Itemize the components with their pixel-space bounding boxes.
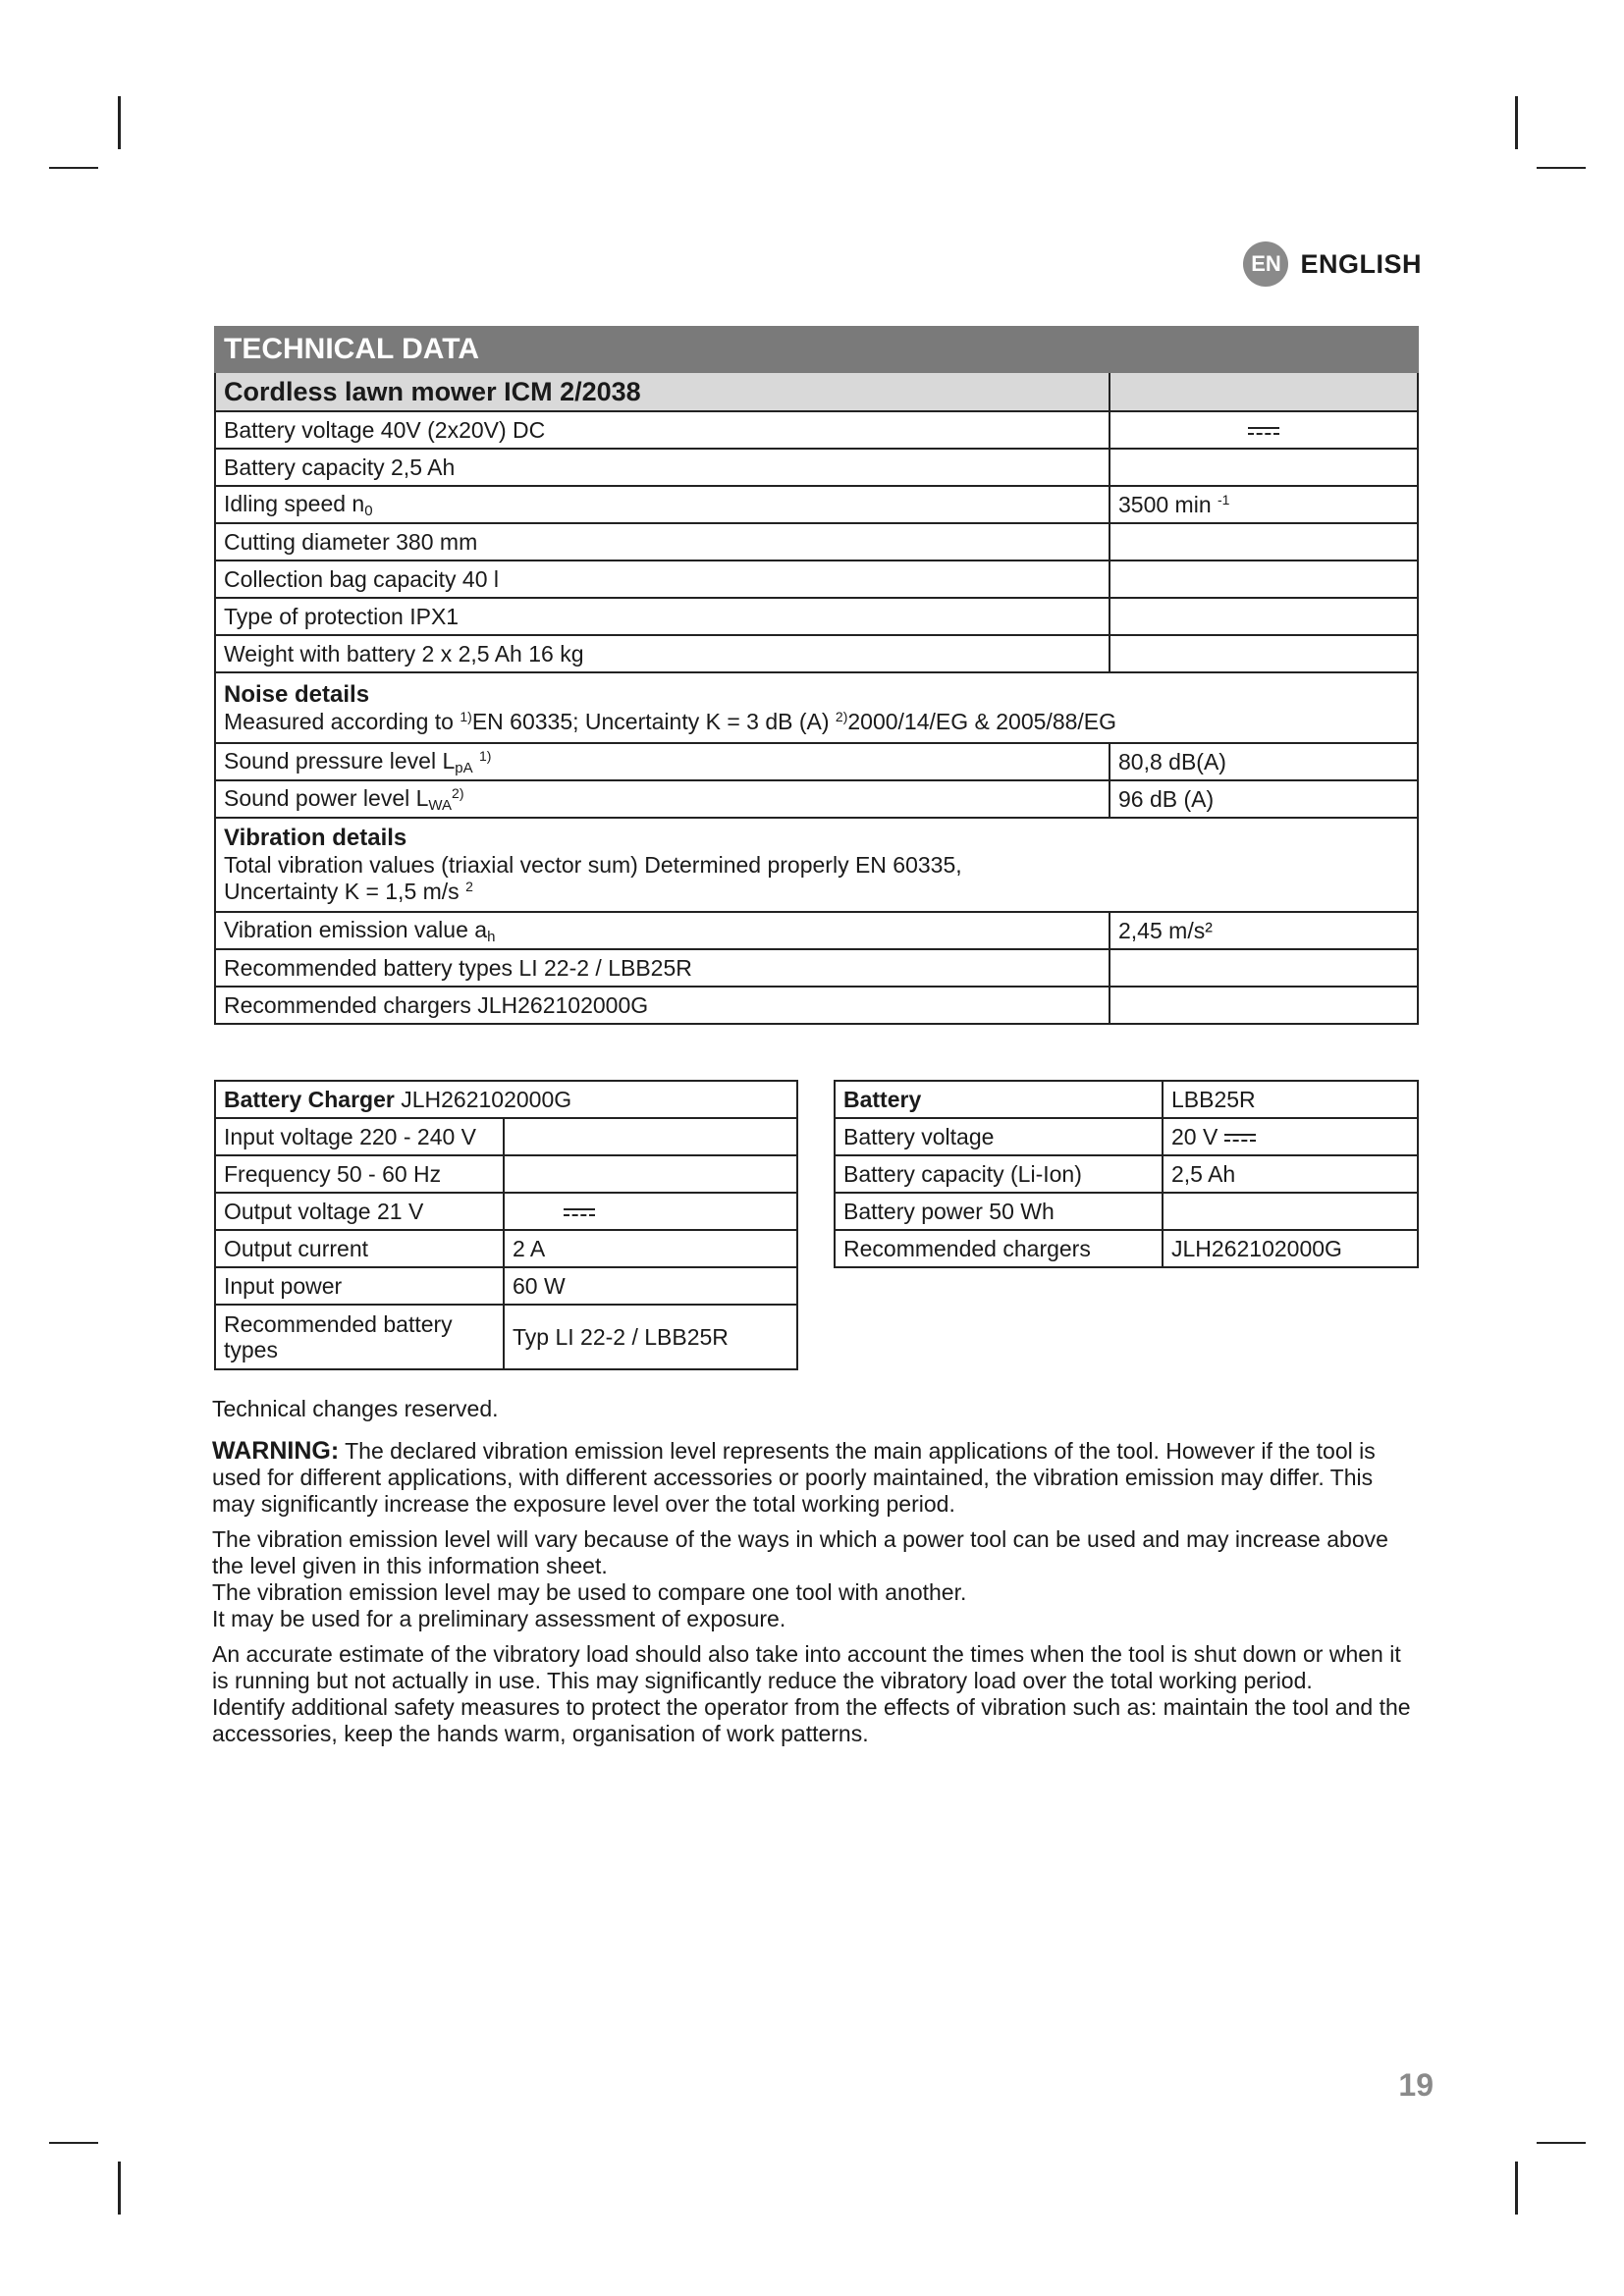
row-label: Frequency 50 - 60 Hz [215,1155,504,1193]
vibration-details-title: Vibration details [224,825,407,851]
row-label: Recommended battery types [215,1305,504,1369]
charger-header: Battery Charger JLH262102000G [215,1081,797,1118]
technical-changes-note: Technical changes reserved. [212,1396,499,1421]
crop-mark [49,167,98,169]
battery-header: Battery [835,1081,1163,1118]
table-row [835,1118,1418,1155]
table-row [215,987,1418,1024]
table-row [835,1230,1418,1267]
row-label: Sound power level $L_{WA}^{2)}$ [215,780,1110,818]
row-label: Output voltage 21 V [215,1193,504,1230]
crop-mark [49,2142,98,2144]
notes-section [212,1396,1420,1747]
battery-table [834,1080,1419,1268]
table-row [215,1193,797,1230]
table-row [835,1081,1418,1118]
product-model: Cordless lawn mower ICM 2/2038 [215,372,1110,411]
table-row [215,1155,797,1193]
row-value: 2 A [504,1230,797,1267]
table-row [215,1305,797,1369]
page-number: 19 [1398,2067,1434,2103]
row-label: Vibration emission value $a_h$ [215,912,1110,949]
row-label: Battery voltage 40V (2x20V) DC [215,411,1110,449]
table-row [215,780,1418,818]
table-row [215,1081,797,1118]
row-label: Recommended battery types LI 22-2 / LBB25R [215,949,1110,987]
row-value: 2,45 m/s² [1110,912,1418,949]
paragraph: The vibration emission level will vary because of the ways in which a power tool can be used and may increase above the level given in this information sheet. [212,1526,1388,1578]
table-row [835,1155,1418,1193]
row-label: Recommended chargers [835,1230,1163,1267]
technical-data-title: TECHNICAL DATA [215,327,1418,372]
table-row [215,486,1418,523]
table-row [215,449,1418,486]
row-label: Idling speed $n_0$ [215,486,1110,523]
vibration-details-text: Total vibration values (triaxial vector sum) Determined properly EN 60335, [224,852,962,878]
paragraph: Identify additional safety measures to protect the operator from the effects of vibration such as: maintain the tool and the accessories, keep the hands warm, organisation of work patterns. [212,1694,1411,1746]
paragraph: The vibration emission level may be used to compare one tool with another. [212,1579,967,1605]
table-row [215,1230,797,1267]
crop-mark [1515,2162,1518,2215]
row-label: Input voltage 220 - 240 V [215,1118,504,1155]
crop-mark [118,2162,121,2215]
row-value [504,1118,797,1155]
row-value: JLH262102000G [1163,1230,1418,1267]
table-row [215,635,1418,672]
row-value [1163,1193,1418,1230]
row-label: Type of protection IPX1 [215,598,1110,635]
technical-data-table [214,326,1419,1025]
language-header [1243,241,1422,287]
dc-symbol-icon [1224,1132,1256,1144]
row-value: 20 V [1163,1118,1418,1155]
row-value [504,1155,797,1193]
table-row [215,743,1418,780]
table-row [215,411,1418,449]
crop-mark [1537,2142,1586,2144]
noise-details-title: Noise details [224,680,370,708]
row-label: Battery capacity (Li-Ion) [835,1155,1163,1193]
dc-symbol-icon [564,1206,595,1218]
row-label: Battery capacity 2,5 Ah [215,449,1110,486]
battery-model: LBB25R [1163,1081,1418,1118]
noise-details-section [215,672,1418,743]
crop-mark [1515,96,1518,149]
row-label: Cutting diameter 380 mm [215,523,1110,561]
warning-paragraph: WARNING: The declared vibration emission level represents the main applications of the tool. However if the tool is used for different applications, with different accessories or poorly maintained, the vibration emission may differ. This may significantly increase the exposure level over the total working period. [212,1437,1376,1517]
table-row [215,523,1418,561]
noise-details-text: Measured according to $^{1)}$EN 60335; Uncertainty K = 3 dB (A) $^{2)}$2000/14/EG & 2005/88/EG [224,708,1117,734]
row-label: Collection bag capacity 40 l [215,561,1110,598]
row-value: Typ LI 22-2 / LBB25R [504,1305,797,1369]
row-label: Battery voltage [835,1118,1163,1155]
table-row [215,1118,797,1155]
vibration-details-section [215,818,1418,912]
language-badge: EN [1243,241,1288,287]
row-label: Recommended chargers JLH262102000G [215,987,1110,1024]
paragraph: An accurate estimate of the vibratory load should also take into account the times when the tool is shut down or when it is running but not actually in use. This may significantly reduce the vibratory load over the total working period. [212,1641,1401,1693]
row-value: 96 dB (A) [1110,780,1418,818]
table-row [835,1193,1418,1230]
vibration-uncertainty: Uncertainty K = 1,5 m/s $^2$ [224,879,473,904]
table-row [215,949,1418,987]
table-row [215,912,1418,949]
table-row [215,561,1418,598]
battery-charger-table [214,1080,798,1370]
row-value: 3500 min $^{-1}$ [1110,486,1418,523]
row-label: Sound pressure level $L_{pA}$ $^{1)}$ [215,743,1110,780]
row-label: Output current [215,1230,504,1267]
row-value: 60 W [504,1267,797,1305]
row-value: 2,5 Ah [1163,1155,1418,1193]
row-label: Battery power 50 Wh [835,1193,1163,1230]
table-row [215,598,1418,635]
language-label: ENGLISH [1300,248,1422,279]
row-label: Weight with battery 2 x 2,5 Ah 16 kg [215,635,1110,672]
dc-symbol-icon [1248,425,1279,437]
row-label: Input power [215,1267,504,1305]
row-value: 80,8 dB(A) [1110,743,1418,780]
crop-mark [1537,167,1586,169]
table-row [215,1267,797,1305]
crop-mark [118,96,121,149]
paragraph: It may be used for a preliminary assessment of exposure. [212,1606,786,1631]
